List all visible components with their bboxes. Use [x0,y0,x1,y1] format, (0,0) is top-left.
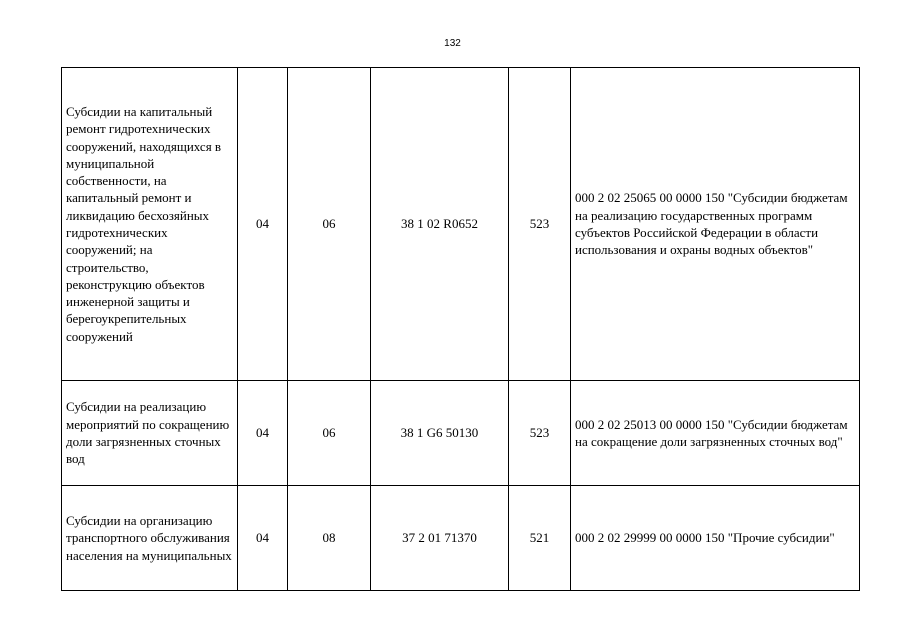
income-code-cell: 000 2 02 25065 00 0000 150 "Субсидии бюджетам на реализацию государственных программ субъектов Российской Федерации в области использования и охраны водных объектов" [571,68,860,381]
table-row [62,68,860,381]
target-article-cell: 38 1 G6 50130 [371,381,509,486]
table-row [62,486,860,591]
section-code-cell: 04 [238,486,288,591]
section-code-cell: 04 [238,381,288,486]
expense-type-cell: 523 [509,381,571,486]
budget-table [61,67,860,591]
section-code-cell: 04 [238,68,288,381]
page-number: 132 [444,38,461,49]
income-code-cell: 000 2 02 29999 00 0000 150 "Прочие субсидии" [571,486,860,591]
target-article-cell: 38 1 02 R0652 [371,68,509,381]
subsection-code-cell: 08 [288,486,371,591]
subsidy-name-cell [62,486,238,591]
target-article-cell: 37 2 01 71370 [371,486,509,591]
subsidy-name: Субсидии на реализацию мероприятий по сокращению доли загрязненных сточных вод [66,399,230,467]
subsidy-name: Субсидии на организацию транспортного обслуживания населения на муниципальных [66,513,232,563]
expense-type-cell: 523 [509,68,571,381]
subsection-code-cell: 06 [288,381,371,486]
table-row [62,381,860,486]
subsidy-name-cell [62,381,238,486]
subsection-code-cell: 06 [288,68,371,381]
expense-type-cell: 521 [509,486,571,591]
income-code-cell: 000 2 02 25013 00 0000 150 "Субсидии бюджетам на сокращение доли загрязненных сточных вод" [571,381,860,486]
subsidy-name: Субсидии на капитальный ремонт гидротехнических сооружений, находящихся в муниципальной собственности, на капитальный ремонт и ликвидацию бесхозяйных гидротехнических сооружений; на строительство, реконструкцию объектов инженерной защиты и берегоукрепительных сооружений [66,103,222,344]
subsidy-name-cell [62,68,238,381]
